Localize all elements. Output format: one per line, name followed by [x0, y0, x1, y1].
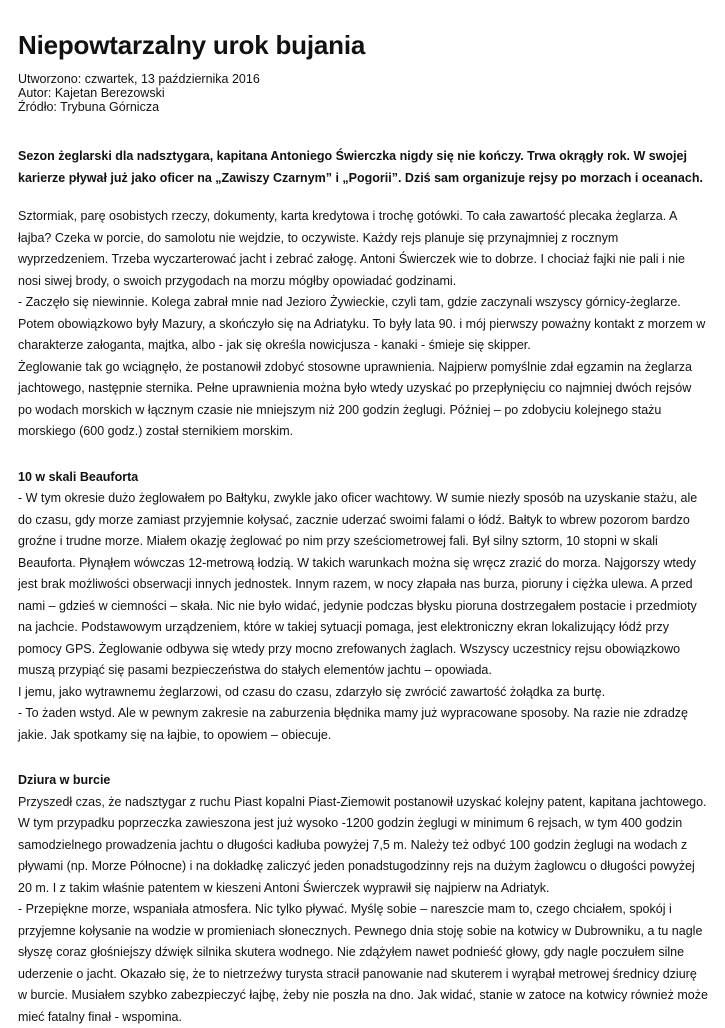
- body-paragraph: I jemu, jako wytrawnemu żeglarzowi, od czasu do czasu, zdarzyło się zwrócić zawartość żołądka za burtę.: [18, 684, 606, 699]
- body-paragraph: Sztormiak, parę osobistych rzeczy, dokumenty, karta kredytowa i trochę gotówki. To cała zawartość plecaka żeglarza. A łajba? Czeka w porcie, do samolotu nie wejdzie, to oczywiste. Każdy rejs planuje się przynajmniej z rocznym wyprzedzeniem. Trzeba wyczarterować jacht i zebrać załogę. Antoni Świerczek wie to dobrze. I chociaż fajki nie pali i nie nosi siwej brody, o swoich przygodach na morzu mógłby opowiadać godzinami.: [18, 209, 685, 288]
- body-paragraph: Żeglowanie tak go wciągnęło, że postanowił zdobyć stosowne uprawnienia. Najpierw pomyślnie zdał egzamin na żeglarza jachtowego, następnie sternika. Pełne uprawnienia można było wtedy uzyskać po przepłynięciu co najmniej dwóch rejsów po wodach morskich w łącznym czasie nie mniejszym niż 200 godzin żeglugi. Później – po zdobyciu kolejnego stażu morskiego (600 godz.) został sternikiem morskim.: [18, 359, 692, 438]
- lead-paragraph: Sezon żeglarski dla nadsztygara, kapitana Antoniego Świerczka nigdy się nie kończy. Trwa okrągły rok. W swojej karierze pływał już jako oficer na „Zawiszy Czarnym” i „Pogorii”. Dziś sam organizuje rejsy po morzach i oceanach.: [18, 149, 703, 185]
- section-beaufort: [18, 467, 708, 747]
- author: Autor: Kajetan Berezowski: [18, 86, 165, 100]
- article: [18, 28, 708, 1028]
- section-heading: Dziura w burcie: [18, 773, 111, 787]
- body-paragraph: Przyszedł czas, że nadsztygar z ruchu Piast kopalni Piast-Ziemowit postanowił uzyskać kolejny patent, kapitana jachtowego. W tym przypadku poprzeczka zawieszona jest już wysoko -1200 godzin żeglugi w minimum 6 rejsach, w tym 400 godzin samodzielnego prowadzenia jachtu o długości kadłuba powyżej 7,5 m. Należy też odbyć 100 godzin żeglugi na wodach z pływami (np. Morze Północne) i na dokładkę zaliczyć jeden ponadstugodzinny rejs na dużym żaglowcu o długości powyżej 20 m. I z takim właśnie patentem w kieszeni Antoni Świerczek wyprawił się najpierw na Adriatyk.: [18, 794, 707, 895]
- body-paragraph: - Zaczęło się niewinnie. Kolega zabrał mnie nad Jezioro Żywieckie, czyli tam, gdzie zaczynali wszyscy górnicy-żeglarze. Potem obowiązkowo były Mazury, a skończyło się na Adriatyku. To były lata 90. i mój pierwszy poważny kontakt z morzem w charakterze załoganta, majtka, albo - jak się określa nowicjusza - kanaki - śmieje się skipper.: [18, 295, 706, 352]
- source: Źródło: Trybuna Górnicza: [18, 100, 160, 114]
- section-dziura: [18, 770, 708, 1028]
- article-title: Niepowtarzalny urok bujania: [18, 30, 366, 60]
- body-paragraph: - Przepiękne morze, wspaniała atmosfera. Nic tylko pływać. Myślę sobie – nareszcie mam to, czego chciałem, spokój i przyjemne kołysanie na wodzie w promieniach słonecznych. Pewnego dnia stoję sobie na kotwicy w Dubrowniku, a tu nagle słyszę coraz głośniejszy dźwięk silnika skutera wodnego. Nie zdążyłem nawet podnieść głowy, gdy nagle poczułem silne uderzenie o jacht. Okazało się, że to nietrzeźwy turysta stracił panowanie nad skuterem i wyrąbał metrowej średnicy dziurę w burcie. Musiałem szybko zabezpieczyć łajbę, żeby nie poszła na dno. Jak widać, stanie w zatoce na kotwicy również może mieć fatalny finał - wspomina.: [18, 902, 708, 1024]
- body-paragraph: - W tym okresie dużo żeglowałem po Bałtyku, zwykle jako oficer wachtowy. W sumie niezły sposób na uzyskanie stażu, ale do czasu, gdy morze zamiast przyjemnie kołysać, zacznie uderzać swoimi falami o łódź. Bałtyk to wbrew pozorom bardzo groźne i trudne morze. Miałem okazję żeglować po nim przy sześciometrowej fali. Był silny sztorm, 10 stopni w skali Beauforta. Płynąłem wówczas 12-metrową łodzią. W takich warunkach można się wręcz zrazić do morza. Najgorszy wtedy jest brak możliwości obserwacji innych jednostek. Innym razem, w nocy złapała nas burza, pioruny i ciężka ulewa. A przed nami – gdzieś w ciemności – skała. Nic nie było widać, jedynie podczas błysku pioruna dostrzegałem postacie i przedmioty na jachcie. Podstawowym urządzeniem, które w takiej sytuacji pomaga, jest elektroniczny ekran lokalizujący łódź przy pomocy GPS. Żeglowanie odbywa się wtedy przy mocno zrefowanych żaglach. Wszyscy uczestnicy rejsu obowiązkowo muszą przypiąć się pasami bezpieczeństwa do stałych elementów jachtu – opowiada.: [18, 491, 698, 677]
- body-paragraph: - To żaden wstyd. Ale w pewnym zakresie na zaburzenia błędnika mamy już wypracowane sposoby. Na razie nie zdradzę jakie. Jak spotkamy się na łajbie, to opowiem – obiecuje.: [18, 706, 689, 742]
- section-heading: 10 w skali Beauforta: [18, 469, 139, 484]
- created-date: Utworzono: czwartek, 13 października 2016: [18, 72, 260, 86]
- intro-block: [18, 206, 708, 443]
- article-meta: [18, 72, 708, 114]
